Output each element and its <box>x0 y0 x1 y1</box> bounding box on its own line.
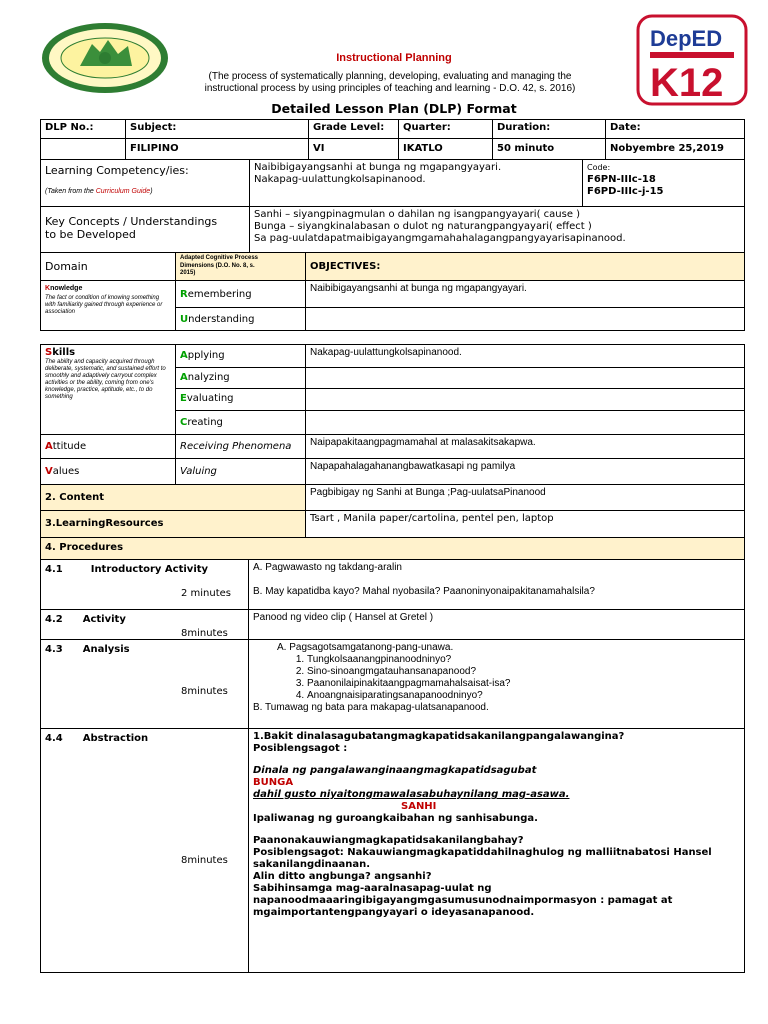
attitude-objective: Naipapakitaangpagmamahal at malasakitsakapwa. <box>305 434 745 459</box>
creating-objective <box>305 410 745 435</box>
applying-objective: Nakapag-uulattungkolsapinanood. <box>305 344 745 368</box>
learning-resources-label: 3.LearningResources <box>40 510 306 538</box>
abstraction-content: 1.Bakit dinalasagubatangmagkapatidsakanilangpangalawangina? Posiblengsagot : Dinala ng pangalawanginaangmagkapatidsagubat BUNGA dahil gusto niyaitongmawalasabuhaynilang mag-asawa. SANHI Ipaliwanag ng guroangkaibahan ng sanhisabunga. Paanonakauwiangmagkapatidsakanilangbahay? Posiblengsagot: Nakauwiangmagkapatiddahilnaghulog ng malliitnabatosi Hansel sakanilangdinaanan. Alin ditto angbunga? angsanhi? Sabihinsamga mag-aaralnasapag-uulat ng napanoodmaaaringibigayangmgasumusunodnaimpormasyon : pamagat at mgaimportantengpangyayari o ideyasanapanood. <box>248 728 745 973</box>
quarter-label: Quarter: <box>398 119 493 139</box>
knowledge-cell: Knowledge The fact or condition of knowing something with familiarity gained through experience or association <box>40 280 176 331</box>
subject-value: FILIPINO <box>125 138 309 160</box>
evaluating-label: Evaluating <box>175 388 306 411</box>
activity-cell: 4.2 Activity 8minutes <box>40 609 249 640</box>
key-concepts-label: Key Concepts / Understandings to be Developed <box>40 206 250 253</box>
values-objective: Napapahalagahanangbawatkasapi ng pamilya <box>305 458 745 485</box>
analysis-question: 2. Sino-sinoangmgatauhansanapanood? <box>307 666 740 678</box>
curriculum-guide-note: (Taken from the Curriculum Guide) <box>45 188 153 195</box>
skills-cell: Skills The ability and capacity acquired through deliberate, systematic, and sustained effort to smoothly and adaptively carryout complex activities or the ability, coming from one's knowledge, practice, aptitude, etc., to do something <box>40 344 176 435</box>
objectives-label: OBJECTIVES: <box>305 252 745 281</box>
quarter-value: IKATLO <box>398 138 493 160</box>
instructional-planning-title: Instructional Planning <box>336 52 452 64</box>
date-label: Date: <box>605 119 745 139</box>
date-value: Nobyembre 25,2019 <box>605 138 745 160</box>
analysis-cell: 4.3 Analysis 8minutes <box>40 639 249 729</box>
svg-text:K12: K12 <box>650 61 724 105</box>
analyzing-objective <box>305 367 745 389</box>
domain-label: Domain <box>40 252 176 281</box>
dlp-format-title: Detailed Lesson Plan (DLP) Format <box>271 101 517 116</box>
remembering-objective: Naibibigayangsanhi at bunga ng mgapangyayari. <box>305 280 745 308</box>
analysis-question: 1. Tungkolsaanangpinanoodninyo? <box>307 654 740 666</box>
dlp-no-value <box>40 138 126 160</box>
grade-level-value: VI <box>308 138 399 160</box>
introductory-activity-content: A. Pagwawasto ng takdang-aralin B. May kapatidba kayo? Mahal nyobasila? Paanoninyonaipakitanamahalsila? <box>248 559 745 610</box>
remembering-label: Remembering <box>175 280 306 308</box>
learning-competency-label-cell <box>40 159 250 207</box>
values-label: Values <box>40 458 176 485</box>
dlp-no-label: DLP No.: <box>40 119 126 139</box>
analyzing-label: Analyzing <box>175 367 306 389</box>
understanding-label: Understanding <box>175 307 306 331</box>
competency-code-cell: Code: F6PN-IIIc-18 F6PD-IIIc-j-15 <box>582 159 745 207</box>
attitude-label: Attitude <box>40 434 176 459</box>
analysis-question: 3. Paanonilaipinakitaangpagmamahalsaisat-isa? <box>307 678 740 690</box>
instructional-planning-description: (The process of systematically planning, developing, evaluating and managing the instructional process by using principles of teaching and learning - D.O. 42, s. 2016) <box>204 71 576 94</box>
learning-competency-label: Learning Competency/ies: <box>45 164 189 177</box>
analysis-question: 4. Anoangnaisiparatingsanapanoodninyo? <box>307 690 740 702</box>
introductory-activity-cell: 4.1 Introductory Activity 2 minutes <box>40 559 249 610</box>
procedures-label: 4. Procedures <box>40 537 745 560</box>
subject-label: Subject: <box>125 119 309 139</box>
duration-label: Duration: <box>492 119 606 139</box>
evaluating-objective <box>305 388 745 411</box>
attitude-process: Receiving Phenomena <box>175 434 306 459</box>
analysis-content: A. Pagsagotsamgatanong-pang-unawa. 1. Tungkolsaanangpinanoodninyo? 2. Sino-sinoangmgatauhansanapanood? 3. Paanonilaipinakitaangpagmamahalsaisat-isa? 4. Anoangnaisiparatingsanapanoodninyo? B. Tumawag ng bata para makapag-ulatsanapanood. <box>248 639 745 729</box>
content-value: Pagbibigay ng Sanhi at Bunga ;Pag-uulatsaPinanood <box>305 484 745 511</box>
grade-level-label: Grade Level: <box>308 119 399 139</box>
svg-text:DepED: DepED <box>650 26 723 51</box>
understanding-objective <box>305 307 745 331</box>
applying-label: Applying <box>175 344 306 368</box>
duration-value: 50 minuto <box>492 138 606 160</box>
adapted-cognitive-process-label: Adapted Cognitive Process Dimensions (D.O. No. 8, s. 2015) <box>175 252 306 281</box>
document-header <box>0 0 768 120</box>
abstraction-cell: 4.4 Abstraction 8minutes <box>40 728 249 973</box>
activity-content: Panood ng video clip ( Hansel at Gretel ) <box>248 609 745 640</box>
learning-resources-value: Tsart , Manila paper/cartolina, pentel pen, laptop <box>305 510 745 538</box>
values-process: Valuing <box>175 458 306 485</box>
learning-competency-value: Naibibigayangsanhi at bunga ng mgapangyayari. Nakapag-uulattungkolsapinanood. <box>249 159 583 207</box>
content-label: 2. Content <box>40 484 306 511</box>
creating-label: Creating <box>175 410 306 435</box>
key-concepts-value: Sanhi – siyangpinagmulan o dahilan ng isangpangyayari( cause ) Bunga – siyangkinalabasan o dulot ng naturangpangyayari( effect ) Sa pag-uulatdapatmaibigayangmgamahahalagangpangyayarisapinanood. <box>249 206 745 253</box>
analysis-question-list <box>253 654 740 702</box>
